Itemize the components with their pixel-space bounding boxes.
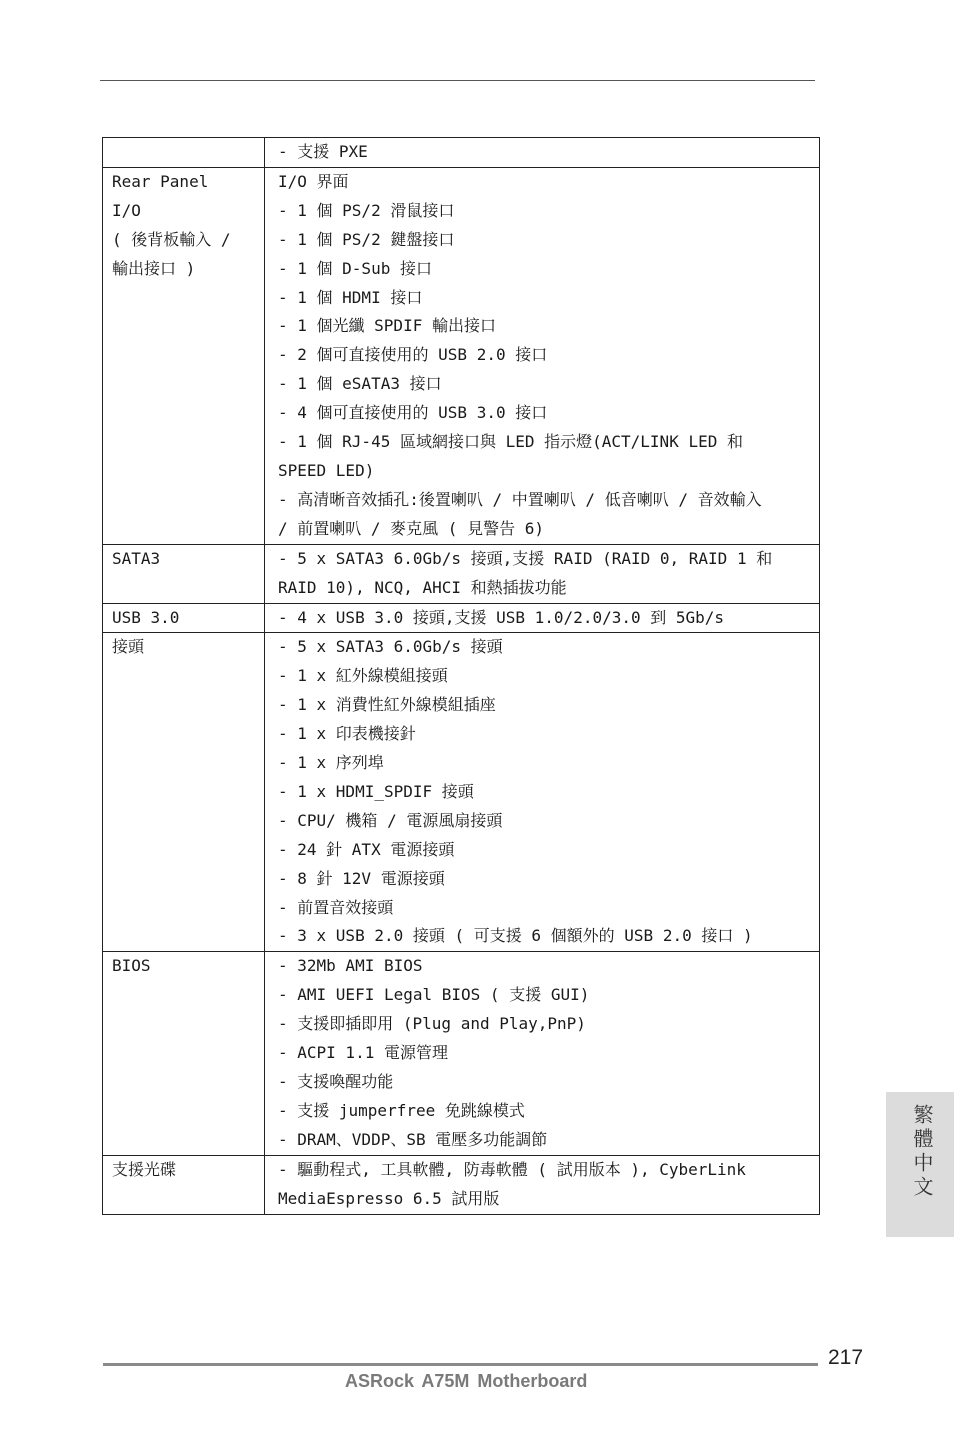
spec-row bbox=[103, 1155, 820, 1214]
spec-row bbox=[103, 167, 820, 544]
spec-label-cell bbox=[103, 603, 265, 633]
spec-item-line: - 1 個 D-Sub 接口 bbox=[278, 258, 432, 278]
spec-item-line: - 驅動程式, 工具軟體, 防毒軟體 ( 試用版本 ), CyberLink bbox=[278, 1159, 746, 1179]
spec-item-line: - 1 x 紅外線模組接頭 bbox=[278, 666, 448, 686]
spec-items-cell bbox=[265, 1155, 820, 1214]
spec-row bbox=[103, 633, 820, 952]
spec-label-cell bbox=[103, 167, 265, 544]
spec-items-cell bbox=[265, 952, 820, 1155]
spec-item-line: - 支援 PXE bbox=[278, 142, 368, 161]
spec-item-line: / 前置喇叭 / 麥克風 ( 見警告 6) bbox=[278, 518, 544, 538]
spec-item-line: I/O 界面 bbox=[278, 171, 349, 191]
spec-label-cell bbox=[103, 633, 265, 952]
spec-item-line: - 1 個 HDMI 接口 bbox=[278, 287, 423, 307]
spec-table bbox=[102, 137, 820, 1215]
spec-row bbox=[103, 952, 820, 1155]
spec-item-line: - CPU/ 機箱 / 電源風扇接頭 bbox=[278, 810, 503, 830]
spec-label-cell bbox=[103, 544, 265, 603]
spec-label-cell bbox=[103, 1155, 265, 1214]
spec-label-line: ( 後背板輸入 / bbox=[112, 229, 231, 249]
spec-label-cell bbox=[103, 952, 265, 1155]
spec-item-line: - 1 x 印表機接針 bbox=[278, 724, 416, 744]
spec-label-line: Rear Panel bbox=[112, 171, 209, 191]
spec-row bbox=[103, 138, 820, 168]
page-number: 217 bbox=[828, 1346, 864, 1369]
spec-item-line: - 3 x USB 2.0 接頭 ( 可支援 6 個額外的 USB 2.0 接口 ) bbox=[278, 926, 753, 946]
spec-item-line: - 4 x USB 3.0 接頭,支援 USB 1.0/2.0/3.0 到 5Gb/s bbox=[278, 607, 725, 627]
spec-row bbox=[103, 544, 820, 603]
spec-item-line: - DRAM、VDDP、SB 電壓多功能調節 bbox=[278, 1129, 548, 1149]
spec-item-line: - 2 個可直接使用的 USB 2.0 接口 bbox=[278, 345, 548, 365]
spec-item-line: - 1 x HDMI_SPDIF 接頭 bbox=[278, 781, 474, 801]
spec-label-cell bbox=[103, 138, 265, 168]
spec-label-line: 輸出接口 ) bbox=[112, 258, 196, 278]
spec-item-line: - 支援即插即用 (Plug and Play,PnP) bbox=[278, 1014, 586, 1034]
spec-label-line: 支援光碟 bbox=[112, 1159, 177, 1179]
spec-item-line: - 5 x SATA3 6.0Gb/s 接頭,支援 RAID (RAID 0, RAID 1 和 bbox=[278, 548, 773, 568]
language-tab-label: 繁體中文 bbox=[910, 1104, 934, 1200]
spec-item-line: - 1 個 PS/2 鍵盤接口 bbox=[278, 229, 455, 249]
spec-item-line: - 支援 jumperfree 免跳線模式 bbox=[278, 1100, 525, 1120]
spec-item-line: MediaEspresso 6.5 試用版 bbox=[278, 1188, 500, 1208]
spec-items-cell bbox=[265, 138, 820, 168]
footer-title: ASRock A75M Motherboard bbox=[345, 1371, 588, 1391]
spec-item-line: - 1 個光纖 SPDIF 輸出接口 bbox=[278, 316, 496, 336]
spec-label-line: BIOS bbox=[112, 956, 151, 976]
spec-item-line: - 1 個 eSATA3 接口 bbox=[278, 374, 442, 394]
spec-item-line: - ACPI 1.1 電源管理 bbox=[278, 1043, 448, 1063]
spec-item-line: - 1 個 RJ-45 區域網接口與 LED 指示燈(ACT/LINK LED 和 bbox=[278, 432, 743, 452]
spec-item-line: - 5 x SATA3 6.0Gb/s 接頭 bbox=[278, 637, 503, 657]
spec-label-line: SATA3 bbox=[112, 548, 161, 568]
spec-item-line: - 高清晰音效插孔:後置喇叭 / 中置喇叭 / 低音喇叭 / 音效輸入 bbox=[278, 489, 762, 509]
spec-items-cell bbox=[265, 544, 820, 603]
spec-row bbox=[103, 603, 820, 633]
spec-label-line: 接頭 bbox=[112, 637, 145, 657]
spec-item-line: - 8 針 12V 電源接頭 bbox=[278, 868, 445, 888]
spec-item-line: - 24 針 ATX 電源接頭 bbox=[278, 839, 455, 859]
spec-item-line: - 32Mb AMI BIOS bbox=[278, 956, 423, 976]
spec-label-line bbox=[112, 138, 264, 167]
top-rule bbox=[100, 80, 815, 81]
spec-items-cell bbox=[265, 167, 820, 544]
spec-table-body bbox=[103, 138, 820, 1215]
spec-label-line: I/O bbox=[112, 200, 141, 220]
spec-item-line: - AMI UEFI Legal BIOS ( 支援 GUI) bbox=[278, 985, 590, 1005]
spec-items-cell bbox=[265, 633, 820, 952]
spec-item-line: - 1 x 序列埠 bbox=[278, 753, 384, 773]
spec-item-line: - 支援喚醒功能 bbox=[278, 1072, 394, 1091]
bottom-rule bbox=[103, 1363, 818, 1366]
spec-label-line: USB 3.0 bbox=[112, 607, 180, 627]
spec-item-line: - 1 個 PS/2 滑鼠接口 bbox=[278, 200, 455, 220]
spec-item-line: - 4 個可直接使用的 USB 3.0 接口 bbox=[278, 403, 548, 423]
spec-item-line: - 1 x 消費性紅外線模組插座 bbox=[278, 695, 496, 715]
language-tab bbox=[886, 1092, 954, 1237]
spec-item-line: RAID 10), NCQ, AHCI 和熱插拔功能 bbox=[278, 577, 567, 597]
spec-items-cell bbox=[265, 603, 820, 633]
spec-item-line: - 前置音效接頭 bbox=[278, 897, 394, 917]
spec-item-line: SPEED LED) bbox=[278, 460, 375, 480]
